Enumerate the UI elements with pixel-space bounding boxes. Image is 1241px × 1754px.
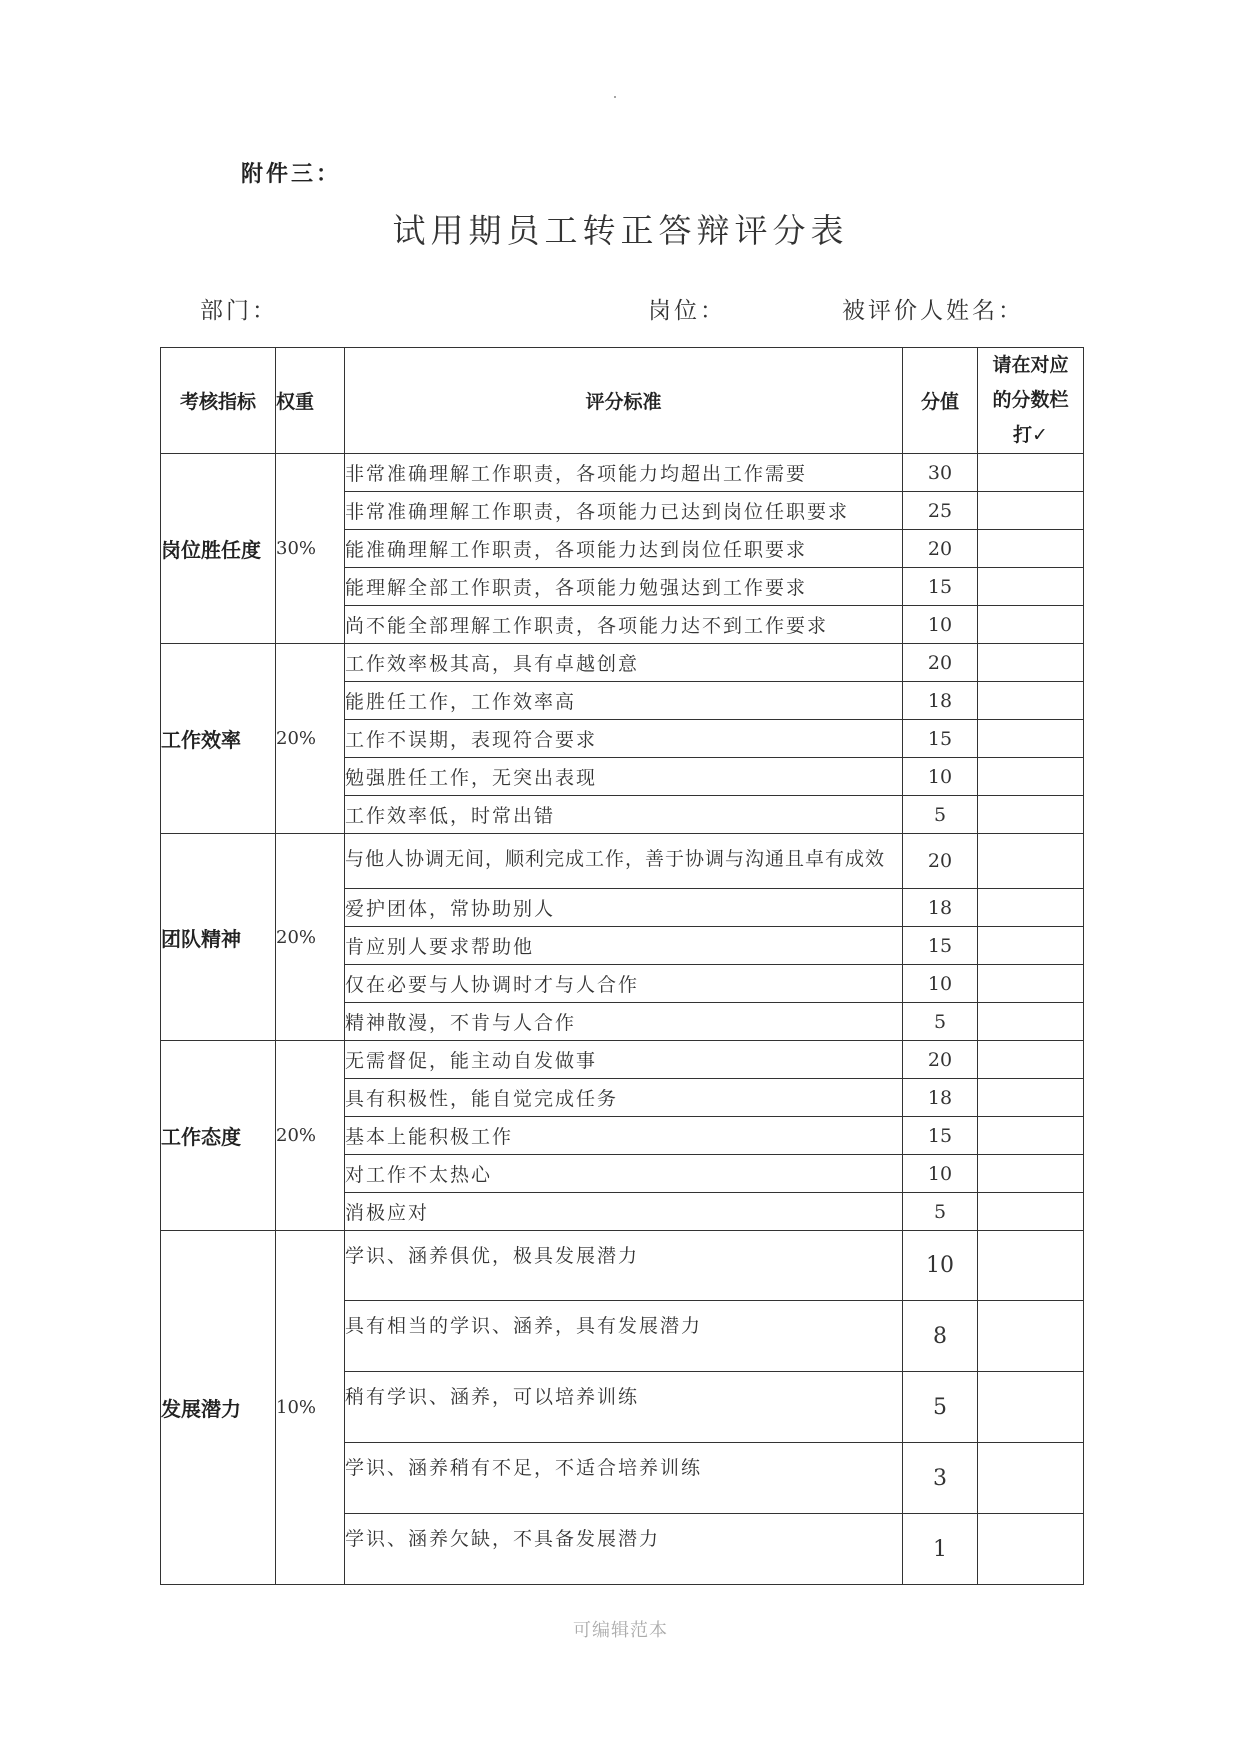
weight-cell: 10% [276, 1231, 345, 1585]
evaluatee-label: 被评价人姓名： [842, 298, 1024, 324]
weight-cell: 20% [276, 834, 345, 1041]
score-cell: 18 [903, 1079, 978, 1117]
score-cell: 15 [903, 927, 978, 965]
check-cell[interactable] [978, 834, 1084, 889]
score-cell: 5 [903, 1372, 978, 1443]
criteria-cell: 非常准确理解工作职责，各项能力均超出工作需要 [345, 454, 903, 492]
position-label: 岗位： [648, 298, 726, 324]
weight-cell: 20% [276, 644, 345, 834]
criteria-cell: 稍有学识、涵养，可以培养训练 [345, 1372, 903, 1443]
check-cell[interactable] [978, 1041, 1084, 1079]
check-cell[interactable] [978, 1079, 1084, 1117]
check-cell[interactable] [978, 568, 1084, 606]
score-cell: 15 [903, 1117, 978, 1155]
score-cell: 10 [903, 606, 978, 644]
check-cell[interactable] [978, 530, 1084, 568]
criteria-cell: 仅在必要与人协调时才与人合作 [345, 965, 903, 1003]
criteria-cell: 具有积极性，能自觉完成任务 [345, 1079, 903, 1117]
table-row [161, 644, 1084, 682]
header-weight: 权重 [276, 348, 345, 454]
criteria-cell: 能胜任工作，工作效率高 [345, 682, 903, 720]
criteria-cell: 非常准确理解工作职责，各项能力已达到岗位任职要求 [345, 492, 903, 530]
criteria-cell: 肯应别人要求帮助他 [345, 927, 903, 965]
check-cell[interactable] [978, 644, 1084, 682]
score-cell: 18 [903, 889, 978, 927]
score-cell: 15 [903, 568, 978, 606]
score-cell: 20 [903, 834, 978, 889]
check-cell[interactable] [978, 965, 1084, 1003]
criteria-cell: 对工作不太热心 [345, 1155, 903, 1193]
criteria-cell: 爱护团体，常协助别人 [345, 889, 903, 927]
criteria-cell: 学识、涵养欠缺，不具备发展潜力 [345, 1514, 903, 1585]
weight-cell: 30% [276, 454, 345, 644]
check-cell[interactable] [978, 1514, 1084, 1585]
score-cell: 30 [903, 454, 978, 492]
scoring-table [160, 347, 1084, 1585]
score-cell: 25 [903, 492, 978, 530]
weight-cell: 20% [276, 1041, 345, 1231]
header-criteria: 评分标准 [345, 348, 903, 454]
criteria-cell: 精神散漫，不肯与人合作 [345, 1003, 903, 1041]
check-cell[interactable] [978, 1301, 1084, 1372]
criteria-cell: 无需督促，能主动自发做事 [345, 1041, 903, 1079]
criteria-cell: 勉强胜任工作，无突出表现 [345, 758, 903, 796]
criteria-cell: 工作效率极其高，具有卓越创意 [345, 644, 903, 682]
table-row [161, 834, 1084, 889]
check-cell[interactable] [978, 606, 1084, 644]
check-cell[interactable] [978, 1372, 1084, 1443]
indicator-cell: 团队精神 [161, 834, 276, 1041]
score-cell: 18 [903, 682, 978, 720]
criteria-cell: 工作不误期，表现符合要求 [345, 720, 903, 758]
table-row [161, 1041, 1084, 1079]
score-cell: 3 [903, 1443, 978, 1514]
criteria-cell: 消极应对 [345, 1193, 903, 1231]
page-title: 试用期员工转正答辩评分表 [392, 211, 849, 250]
score-cell: 10 [903, 1231, 978, 1301]
check-cell[interactable] [978, 720, 1084, 758]
check-cell[interactable] [978, 796, 1084, 834]
indicator-cell: 工作效率 [161, 644, 276, 834]
attachment-label: 附件三： [241, 162, 342, 187]
check-cell[interactable] [978, 758, 1084, 796]
check-cell[interactable] [978, 682, 1084, 720]
table-row [161, 454, 1084, 492]
indicator-cell: 工作态度 [161, 1041, 276, 1231]
criteria-cell: 与他人协调无间，顺利完成工作，善于协调与沟通且卓有成效 [345, 834, 903, 889]
criteria-cell: 能理解全部工作职责，各项能力勉强达到工作要求 [345, 568, 903, 606]
criteria-cell: 具有相当的学识、涵养，具有发展潜力 [345, 1301, 903, 1372]
check-cell[interactable] [978, 1193, 1084, 1231]
indicator-cell: 岗位胜任度 [161, 454, 276, 644]
table-header-row [161, 348, 1084, 454]
score-cell: 20 [903, 1041, 978, 1079]
indicator-cell: 发展潜力 [161, 1231, 276, 1585]
criteria-cell: 学识、涵养稍有不足，不适合培养训练 [345, 1443, 903, 1514]
page-dot [614, 96, 616, 98]
check-cell[interactable] [978, 454, 1084, 492]
check-cell[interactable] [978, 492, 1084, 530]
header-indicator: 考核指标 [161, 348, 276, 454]
score-cell: 15 [903, 720, 978, 758]
score-cell: 20 [903, 530, 978, 568]
criteria-cell: 学识、涵养俱优，极具发展潜力 [345, 1231, 903, 1301]
score-cell: 5 [903, 1193, 978, 1231]
score-cell: 8 [903, 1301, 978, 1372]
check-cell[interactable] [978, 1443, 1084, 1514]
check-cell[interactable] [978, 1117, 1084, 1155]
footer-watermark: 可编辑范本 [573, 1620, 668, 1641]
header-check-line3: 打✓ [1013, 424, 1048, 446]
criteria-cell: 基本上能积极工作 [345, 1117, 903, 1155]
check-cell[interactable] [978, 889, 1084, 927]
score-cell: 10 [903, 965, 978, 1003]
score-cell: 20 [903, 644, 978, 682]
check-cell[interactable] [978, 1155, 1084, 1193]
check-cell[interactable] [978, 1003, 1084, 1041]
score-cell: 10 [903, 758, 978, 796]
check-cell[interactable] [978, 927, 1084, 965]
criteria-cell: 尚不能全部理解工作职责，各项能力达不到工作要求 [345, 606, 903, 644]
criteria-cell: 工作效率低，时常出错 [345, 796, 903, 834]
criteria-cell: 能准确理解工作职责，各项能力达到岗位任职要求 [345, 530, 903, 568]
check-cell[interactable] [978, 1231, 1084, 1301]
score-cell: 5 [903, 796, 978, 834]
header-score: 分值 [903, 348, 978, 454]
header-check-line1: 请在对应 [992, 354, 1069, 376]
header-check [978, 348, 1084, 454]
score-cell: 5 [903, 1003, 978, 1041]
score-cell: 10 [903, 1155, 978, 1193]
header-check-line2: 的分数栏 [992, 389, 1069, 411]
score-cell: 1 [903, 1514, 978, 1585]
table-row [161, 1231, 1084, 1301]
department-label: 部门： [200, 298, 278, 324]
